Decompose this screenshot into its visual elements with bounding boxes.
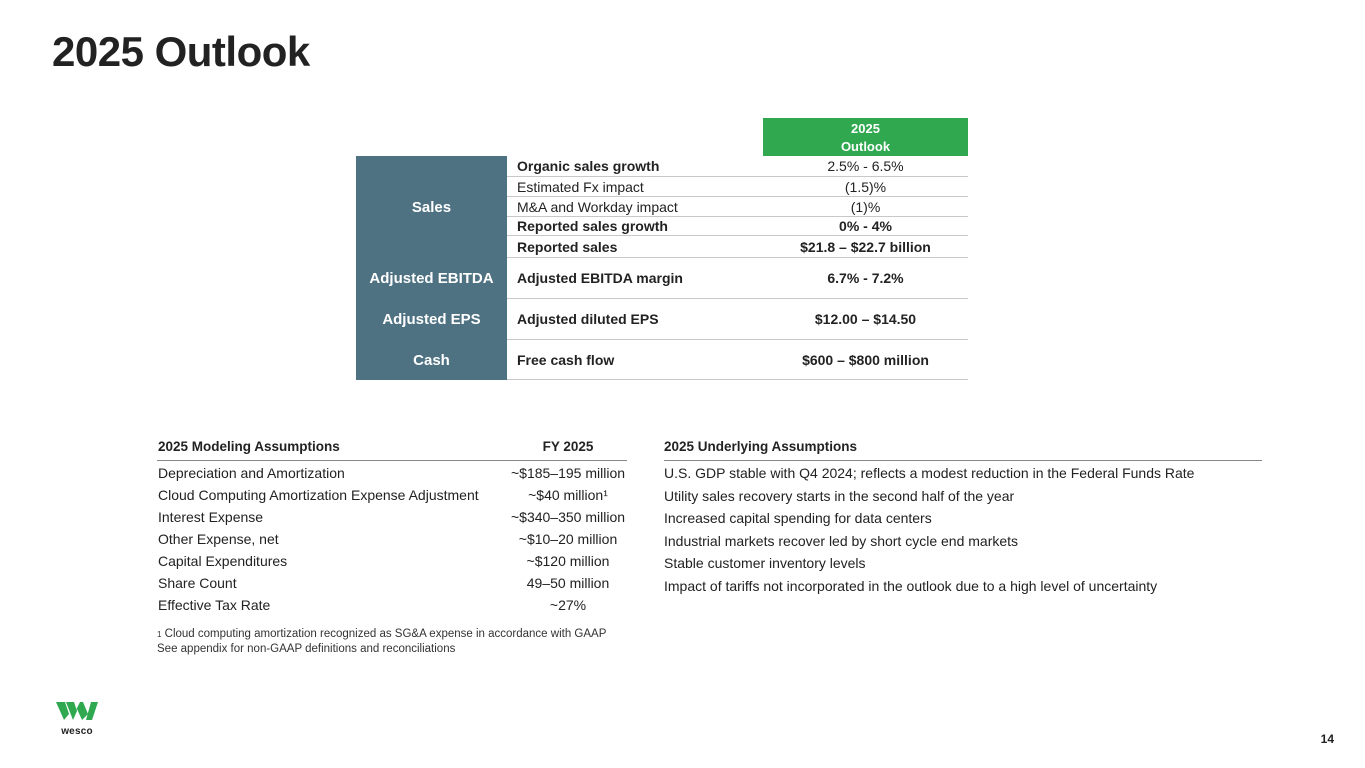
page-title: 2025 Outlook: [52, 28, 310, 75]
outlook-row-label: Reported sales growth: [517, 218, 668, 234]
underlying-item: Utility sales recovery starts in the second half of the year: [664, 487, 1015, 504]
outlook-column-header-label: Outlook: [840, 139, 891, 154]
modeling-row-value: ~27%: [549, 597, 587, 613]
underlying-item: Industrial markets recover led by short cycle end markets: [664, 532, 1019, 549]
modeling-row-value: ~$120 million: [526, 553, 610, 569]
outlook-row: [507, 177, 968, 197]
modeling-row-label: Other Expense, net: [158, 531, 279, 547]
outlook-category-ebitda: Adjusted EBITDA: [356, 258, 507, 299]
outlook-row: [507, 299, 968, 340]
underlying-assumptions: [664, 438, 1262, 598]
outlook-row-value: 0% - 4%: [839, 218, 892, 234]
outlook-row: [507, 197, 968, 217]
modeling-header-value: FY 2025: [542, 439, 594, 454]
modeling-header: [157, 438, 627, 461]
outlook-row-label: Adjusted diluted EPS: [517, 311, 659, 327]
underlying-item: Stable customer inventory levels: [664, 555, 866, 572]
modeling-header-label: 2025 Modeling Assumptions: [158, 439, 340, 454]
outlook-group-sales: [356, 156, 968, 258]
outlook-row-value: 6.7% - 7.2%: [827, 270, 904, 286]
outlook-category-eps: Adjusted EPS: [356, 299, 507, 340]
footnote-1-text: Cloud computing amortization recognized as SG&A expense in accordance with GAAP: [164, 628, 607, 640]
modeling-row: [157, 506, 627, 528]
outlook-row: [507, 258, 968, 299]
outlook-row-label: Reported sales: [517, 239, 618, 255]
outlook-row: [507, 236, 968, 258]
footnote-marker: 1: [157, 630, 162, 639]
footnote-2: See appendix for non-GAAP definitions and reconciliations: [157, 643, 456, 655]
outlook-row-value: 2.5% - 6.5%: [827, 158, 904, 174]
modeling-row: [157, 572, 627, 594]
modeling-row: [157, 484, 627, 506]
underlying-item: U.S. GDP stable with Q4 2024; reflects a modest reduction in the Federal Funds Rate: [664, 465, 1195, 481]
modeling-row-label: Capital Expenditures: [158, 553, 288, 569]
outlook-category-sales: Sales: [356, 156, 507, 258]
page-number: 14: [1320, 732, 1334, 746]
modeling-row-value: ~$40 million¹: [528, 487, 608, 503]
outlook-row-label: Estimated Fx impact: [517, 179, 644, 195]
modeling-row-value: ~$185–195 million: [510, 465, 626, 481]
wesco-logo-icon: [54, 700, 100, 722]
outlook-row-label: M&A and Workday impact: [517, 199, 678, 215]
outlook-row-value: (1.5)%: [844, 179, 887, 195]
modeling-row-value: ~$10–20 million: [518, 531, 618, 547]
modeling-row-value: ~$340–350 million: [510, 509, 626, 525]
outlook-row: [507, 340, 968, 380]
outlook-row-value: $21.8 – $22.7 billion: [800, 239, 931, 255]
company-logo: [54, 700, 100, 737]
modeling-row-label: Interest Expense: [158, 509, 264, 525]
modeling-row-value: 49–50 million: [526, 575, 610, 591]
modeling-row: [157, 550, 627, 572]
outlook-group-cash: [356, 340, 968, 380]
modeling-row: [157, 528, 627, 550]
modeling-row: [157, 594, 627, 616]
outlook-row-value: $600 – $800 million: [802, 352, 929, 368]
outlook-column-header-year: 2025: [851, 121, 880, 136]
outlook-row-value: $12.00 – $14.50: [814, 311, 917, 327]
modeling-row-label: Cloud Computing Amortization Expense Adjustment: [158, 487, 479, 503]
modeling-row-label: Effective Tax Rate: [158, 597, 271, 613]
modeling-assumptions-table: [157, 438, 627, 616]
outlook-row: [507, 156, 968, 177]
underlying-item: Increased capital spending for data centers: [664, 510, 932, 527]
footnote-1: [157, 627, 606, 642]
underlying-item: Impact of tariffs not incorporated in the outlook due to a high level of uncertainty: [664, 577, 1158, 594]
outlook-column-header: [763, 118, 968, 156]
outlook-row: [507, 217, 968, 236]
outlook-group-eps: [356, 299, 968, 340]
outlook-row-label: Free cash flow: [517, 352, 615, 368]
modeling-row: [157, 462, 627, 484]
outlook-category-cash: Cash: [356, 340, 507, 380]
outlook-row-value: (1)%: [850, 199, 881, 215]
outlook-row-label: Adjusted EBITDA margin: [517, 270, 683, 286]
underlying-header: 2025 Underlying Assumptions: [664, 438, 1262, 461]
logo-wordmark: wesco: [61, 726, 93, 737]
outlook-group-ebitda: [356, 258, 968, 299]
footnotes: [157, 627, 606, 657]
outlook-row-label: Organic sales growth: [517, 158, 660, 174]
modeling-row-label: Depreciation and Amortization: [158, 465, 345, 481]
modeling-row-label: Share Count: [158, 575, 237, 591]
